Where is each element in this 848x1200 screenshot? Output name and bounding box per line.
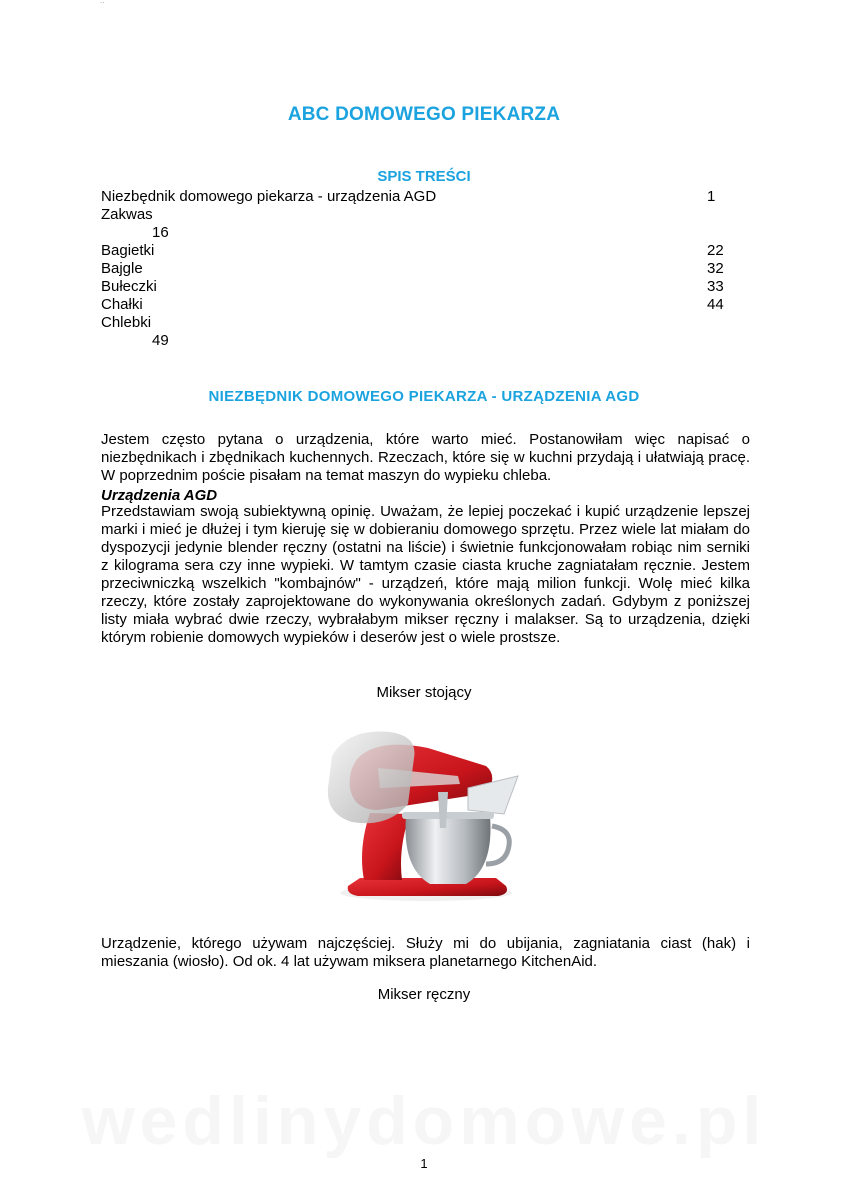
toc-entry-label: Zakwas [101, 206, 153, 223]
section-heading: NIEZBĘDNIK DOMOWEGO PIEKARZA - URZĄDZENIA AGD [208, 388, 640, 405]
toc-heading: SPIS TREŚCI [377, 168, 471, 185]
toc-entry-page: 49 [152, 332, 169, 349]
toc-entry-label: Bułeczki [101, 278, 157, 295]
toc-entry-label: Chlebki [101, 314, 152, 331]
body-paragraph: Przedstawiam swoją subiektywną opinię. Uważam, że lepiej poczekać i kupić urządzenie lepszej marki i mieć je dłużej i tym kieruję się w dobieraniu domowego sprzętu. Przez wiele lat miałam do dyspozycji jedynie blender ręczny (ostatni na liście) i świetnie funkcjonowałam robiąc nim serniki z kilograma sera czy inne wypieki. W tamtym czasie ciasta kruche zagniatałam ręcznie. Jestem przeciwniczką wszelkich "kombajnów" - urządzeń, które mają milion funkcji. Wolę mieć kilka rzeczy, które zostały zaprojektowane do wykonywania określonych zadań. Gdybym z poniższej listy miała wybrać dwie rzeczy, wybrałabym mikser ręczny i malakser. Są to urządzenia, dzięki którym robienie domowych wypieków i deserów jest o wiele prostsze. [101, 503, 750, 646]
page-number: 1 [420, 1156, 428, 1171]
stand-mixer-illustration [318, 718, 528, 908]
header-mark: .. [100, 0, 105, 5]
intro-paragraph: Jestem często pytana o urządzenia, które warto mieć. Postanowiłam więc napisać o niezbędnikach i zbędnikach kuchennych. Rzeczach, które się w kuchni przydają i ułatwiają pracę. W poprzednim poście pisałam na temat maszyn do wypieku chleba. [101, 431, 750, 484]
stand-mixer-image [318, 718, 528, 908]
toc-entry-label: Bajgle [101, 260, 143, 277]
toc-entry-page: 32 [707, 260, 724, 277]
toc-entry-label: Niezbędnik domowego piekarza - urządzenia AGD [101, 188, 437, 205]
watermark: wedlinydomowe.pl [81, 1083, 767, 1159]
toc-entry-page: 33 [707, 278, 724, 295]
toc-entry-page: 16 [152, 224, 169, 241]
toc-entry-label: Chałki [101, 296, 143, 313]
document-title: ABC DOMOWEGO PIEKARZA [287, 104, 561, 125]
toc-entry-page: 1 [707, 188, 716, 205]
toc-entry-page: 44 [707, 296, 724, 313]
hand-mixer-caption: Mikser ręczny [377, 986, 471, 1003]
stand-mixer-caption: Mikser stojący [376, 684, 472, 701]
subheading: Urządzenia AGD [101, 487, 218, 504]
stand-mixer-description: Urządzenie, którego używam najczęściej. Służy mi do ubijania, zagniatania ciast (hak) i mieszania (wiosło). Od ok. 4 lat używam miksera planetarnego KitchenAid. [101, 935, 750, 970]
toc-entry-page: 22 [707, 242, 724, 259]
toc-entry-label: Bagietki [101, 242, 155, 259]
